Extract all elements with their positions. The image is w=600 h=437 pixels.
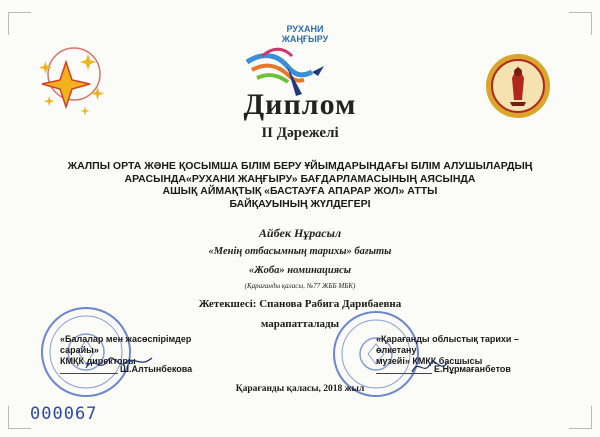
heading-line: АШЫҚ АЙМАҚТЫҚ «БАСТАУҒА АПАРАР ЖОЛ» АТТЫ	[162, 185, 438, 197]
recipient-name: Айбек Нұрасыл	[258, 226, 342, 240]
nomination: «Жоба» номинациясы	[248, 265, 352, 276]
contest-heading	[40, 160, 560, 210]
right-signatory-name: Е.Нұрмағанбетов	[434, 364, 511, 374]
corner-ornament-top-right	[569, 12, 592, 35]
corner-ornament-bottom-left	[8, 406, 31, 429]
left-signatory-org: «Балалар мен жасөспірімдер сарайы» КМҚК директоры	[60, 334, 192, 366]
diploma-degree: II Дәрежелі	[261, 125, 339, 141]
serial-number: 000067	[30, 404, 98, 424]
corner-ornament-top-left	[8, 12, 31, 35]
rukhani-zhangyru-logo-text: РУХАНИ ЖАҢҒЫРУ	[281, 24, 329, 44]
school-info: (Қарағанды қаласы, №77 ЖББ МБК)	[244, 282, 356, 290]
signature-scribble-right-icon	[410, 356, 450, 378]
right-signatory-org: «Қарағанды облыстық тарихи – өлкетану музейі» КМҚК басшысы	[376, 334, 519, 366]
corner-ornament-bottom-right	[569, 406, 592, 429]
left-signatory-name: Ш.Алтынбекова	[120, 364, 193, 374]
project-direction: «Менің отбасымның тарихы» бағыты	[208, 246, 392, 257]
diploma-title: Диплом	[243, 88, 357, 121]
supervisor: Жетекшесі: Спанова Рабига Дарибаевна	[198, 298, 402, 310]
heading-line: БАЙҚАУЫНЫҢ ЖҮЛДЕГЕРІ	[229, 197, 371, 210]
awarded-text: марапатталады	[260, 318, 340, 330]
city-year-footer: Қарағанды қаласы, 2018 жыл	[235, 384, 365, 394]
heading-line: ЖАЛПЫ ОРТА ЖӘНЕ ҚОСЫМША БІЛІМ БЕРУ ҰЙЫМДАРЫНДАҒЫ БІЛІМ АЛУШЫЛАРДЫҢ	[67, 160, 533, 172]
signature-scribble-left-icon	[84, 350, 154, 376]
heading-line: АРАСЫНДА«РУХАНИ ЖАҢҒЫРУ» БАҒДАРЛАМАСЫНЫҢ АЯСЫНДА	[124, 172, 476, 185]
